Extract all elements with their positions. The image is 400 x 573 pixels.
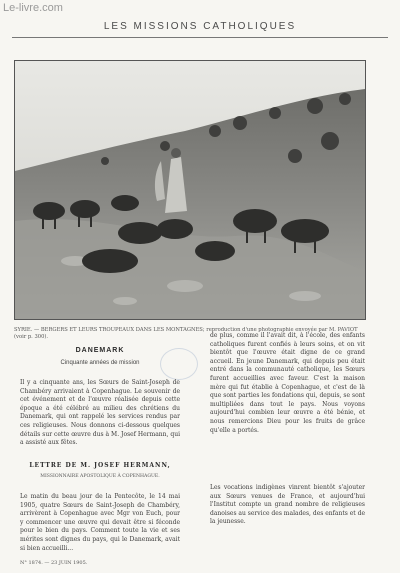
letter-heading: LETTRE DE M. JOSEF HERMANN, bbox=[29, 462, 171, 469]
site-watermark: Le-livre.com bbox=[3, 2, 63, 14]
right-column-text-2: Les vocations indigènes vinrent bientôt s'ajouter aux Sœurs venues de France, et aujourd'hui l'Institut compte un grand nombre de religieuses danoises au service des malades, des enfants et de la jeunesse. bbox=[210, 484, 365, 526]
photograph bbox=[14, 60, 366, 320]
letter-subheading: MISSIONNAIRE APOSTOLIQUE À COPENHAGUE. bbox=[40, 474, 160, 479]
section-title: DANEMARK bbox=[75, 347, 125, 354]
letter-body: Le matin du beau jour de la Pentecôte, le 14 mai 1905, quatre Sœurs de Saint-Joseph de Chambéry, arrivèrent à Copenhague avec Mgr von Euch, pour y commencer une œuvre qui devait être si féconde pour le bien du pays. Comment toute la vie et ses mérites sont dignes du pays, qui le Danemark, avait si bien accueilli... bbox=[20, 493, 180, 552]
photo-caption: SYRIE. — BERGERS ET LEURS TROUPEAUX DANS LES MONTAGNES; reproduction d'une photographie envoyée par M. PAVIOT (voir p. 300). bbox=[14, 327, 358, 340]
section-subtitle: Cinquante années de mission bbox=[60, 360, 140, 366]
running-head: LES MISSIONS CATHOLIQUES bbox=[103, 21, 297, 32]
header-rule bbox=[12, 37, 388, 38]
issue-footer: N° 1874. — 23 JUIN 1905. bbox=[20, 560, 88, 566]
photo-illustration bbox=[15, 61, 365, 319]
right-column-text: de plus, comme il l'avait dit, à l'école, des enfants catholiques furent confiés à leurs soins, et on vit bientôt que l'œuvre était digne de ce grand accueil. En jeune Danemark, qui depuis peu était entré dans la communauté catholique, les Sœurs furent accueillies avec faveur. C'est la maison mère qui fut établie à Copenhague, et c'est de là que sont parties les fondations qui, depuis, se sont multipliées dans tout le pays. Nous voyons aujourd'hui combien leur œuvre a été bénie, et nous remercions Dieu pour les fruits de grâce qu'elle a portés. bbox=[210, 332, 365, 434]
intro-paragraph: Il y a cinquante ans, les Sœurs de Saint-Joseph de Chambéry arrivaient à Copenhague. Le souvenir de cet événement et de l'œuvre réalisée depuis cette époque a été célébré au milieu des chrétiens du Danemark, qui ont rappelé les services rendus par ces religieuses. Nous donnons ci-dessous quelques détails sur cette œuvre dus à M. Josef Hermann, qui a assisté aux fêtes. bbox=[20, 379, 180, 447]
